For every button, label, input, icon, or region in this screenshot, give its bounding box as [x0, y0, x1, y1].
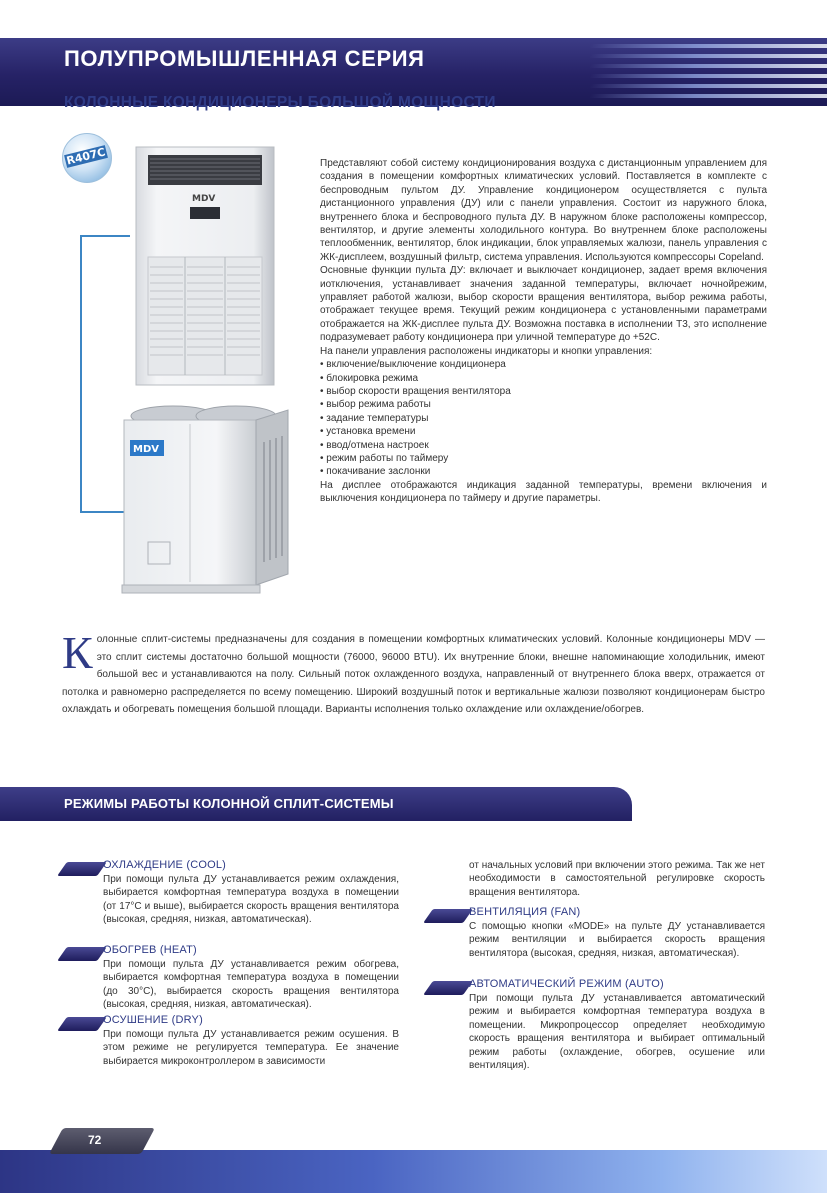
list-item: • режим работы по таймеру	[320, 452, 767, 465]
controls-list	[320, 358, 767, 479]
mode-title-auto: АВТОМАТИЧЕСКИЙ РЕЖИМ (AUTO)	[469, 978, 664, 990]
list-item: • выбор режима работы	[320, 398, 767, 411]
footer-band	[0, 1150, 827, 1193]
mode-text-fan: С помощью кнопки «MODE» на пульте ДУ устанавливается режим вентиляции и выбирается скорость вращения вентилятора (высокая, средняя, низкая, автоматическая).	[469, 921, 765, 959]
mode-title-heat: ОБОГРЕВ (HEAT)	[103, 944, 197, 956]
mode-text-heat: При помощи пульта ДУ устанавливается режим обогрева, выбирается комфортная температура воздуха в помещении (до 30°С), выбирается скорость вращения вентилятора (высокая, средняя, низкая, автоматическая).	[103, 959, 399, 1011]
list-item: • задание температуры	[320, 412, 767, 425]
description-paragraph: На панели управления расположены индикаторы и кнопки управления:	[320, 345, 653, 357]
page-subtitle: КОЛОННЫЕ КОНДИЦИОНЕРЫ БОЛЬШОЙ МОЩНОСТИ	[64, 94, 496, 111]
description-paragraph: На дисплее отображаются индикация заданной температуры, времени включения и выключения кондиционера по таймеру и другие параметры.	[320, 479, 767, 505]
header-decoration	[590, 38, 827, 106]
list-item: • включение/выключение кондиционера	[320, 358, 767, 371]
mode-marker-icon	[57, 1017, 107, 1031]
mode-title-fan: ВЕНТИЛЯЦИЯ (FAN)	[469, 906, 581, 918]
list-item: • выбор скорости вращения вентилятора	[320, 385, 767, 398]
description-paragraph: Основные функции пульта ДУ: включает и выключает кондиционер, задает время включения иотключения, устанавливает значения заданной температуры, включает ночнойрежим, управляет работой жалюзи, выбор скорости вращения вентилятора, выбор режима работы, отображает текущее время. Текущий режим кондиционера с установленными параметрами отображается на ЖК-дисплее пульта ДУ. Возможна поставка в исполнении Т3, это исполнение подразумевает работу кондиционера при уличной температуре до +52С.	[320, 265, 767, 344]
outdoor-brand-label: MDV	[133, 444, 159, 455]
page-number-tab	[49, 1128, 155, 1154]
refrigerant-badge: R407C	[65, 145, 107, 168]
drop-cap: К	[62, 627, 93, 678]
list-item: • покачивание заслонки	[320, 465, 767, 478]
list-item: • ввод/отмена настроек	[320, 439, 767, 452]
intro-paragraph	[62, 627, 765, 719]
mode-marker-icon	[57, 947, 107, 961]
mode-text-dry-continued: от начальных условий при включении этого режима. Так же нет необходимости в самостоятельной регулировке скорость вращения вентилятора.	[469, 860, 765, 898]
mode-marker-icon	[57, 862, 107, 876]
intro-text: олонные сплит-системы предназначены для создания в помещении комфортных климатических условий. Колонные кондиционеры MDV — это сплит системы достаточно большой мощности (76000, 96000 BTU). Их внутренние блоки, внешне напоминающие холодильник, имеют большой вес и устанавливаются на полу. Сильный поток охлажденного воздуха, направленный от внутреннего блока вверх, отражается от потолка и равномерно распределяется по всему помещению. Широкий воздушный поток и вертикальные жалюзи позволяют кондиционерам быстро охлаждать и обогревать помещения большой площади. Варианты исполнения только охлаждение или охлаждение/обогрев.	[62, 634, 765, 715]
mode-text-auto: При помощи пульта ДУ устанавливается автоматический режим и выбирается комфортная температура воздуха в помещении. Микропроцессор определяет необходимую скорость вращения вентилятора и выбирает оптимальный режим работы (охлаждение, обогрев, осушение или вентиляция).	[469, 993, 765, 1072]
indoor-unit-image	[130, 145, 280, 387]
page-title: ПОЛУПРОМЫШЛЕННАЯ СЕРИЯ	[64, 46, 425, 71]
description-block	[320, 157, 767, 506]
mode-marker-icon	[423, 981, 473, 995]
mode-title-cool: ОХЛАЖДЕНИЕ (COOL)	[103, 859, 227, 871]
section-title: РЕЖИМЫ РАБОТЫ КОЛОННОЙ СПЛИТ-СИСТЕМЫ	[64, 796, 394, 811]
list-item: • блокировка режима	[320, 372, 767, 385]
mode-text-cool: При помощи пульта ДУ устанавливается режим охлаждения, выбирается комфортная температура воздуха в помещении (от 17°С и выше), выбирается скорость вращения вентилятора (высокая, средняя, низкая, автоматическая).	[103, 874, 399, 926]
indoor-brand-label: MDV	[192, 194, 216, 204]
description-paragraph: Представляют собой систему кондиционирования воздуха с дистанционным управлением для создания в помещении комфортных климатических условий. Поставляется в комплекте с беспроводным пультом ДУ. Управление кондиционером осуществляется с пульта дистанционного управления (ДУ) или с панели управления. Состоит из наружного блока, внутреннего блока и беспроводного пульта ДУ. В наружном блоке расположены компрессор, вентилятор, и другие элементы холодильного контура. Во внутреннем блоке расположены теплообменник, вентилятор, блок индикации, блок управляемых жалюзи, панель управления с ЖК-дисплеем, воздушный фильтр, система управления. Используются компрессоры Copeland.	[320, 158, 767, 263]
page-number: 72	[88, 1133, 102, 1147]
mode-text-dry: При помощи пульта ДУ устанавливается режим осушения. В этом режиме не регулируется температура. Ее значение выбирается микроконтроллером в зависимости	[103, 1029, 399, 1067]
mode-title-dry: ОСУШЕНИЕ (DRY)	[103, 1014, 203, 1026]
list-item: • установка времени	[320, 425, 767, 438]
mode-marker-icon	[423, 909, 473, 923]
outdoor-unit-image	[118, 402, 298, 597]
